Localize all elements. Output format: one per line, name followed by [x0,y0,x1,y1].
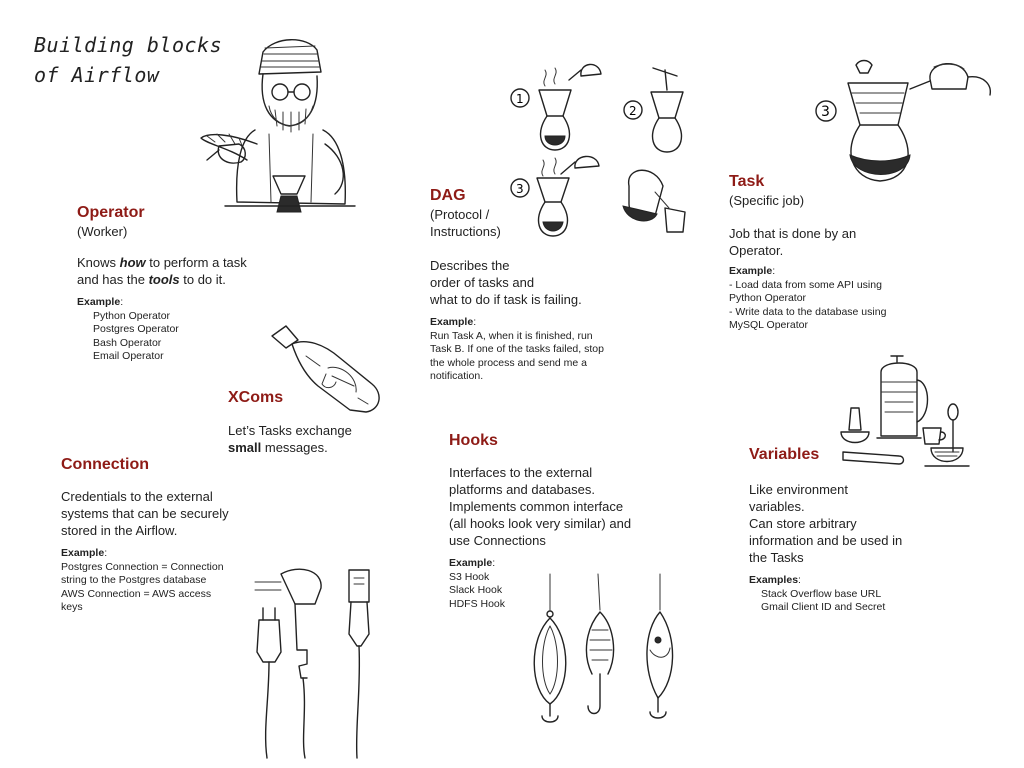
variables-example-label: Examples [749,574,799,586]
task-examples: Example: - Load data from some API using Python Operator - Write data to the database using MySQL Operator [729,265,929,333]
list-item: Python Operator [729,292,807,304]
connection-block [61,455,261,615]
power-plugs-illustration [245,560,385,760]
dag-example-label: Example [430,316,474,328]
list-item: Bash Operator [93,336,162,349]
hooks-examples: Example: S3 Hook Slack Hook HDFS Hook [449,557,669,611]
list-item: string to the Postgres database [61,574,207,586]
list-item: S3 Hook [449,570,490,583]
xcoms-heading: XComs [228,389,284,406]
hooks-block [449,431,669,611]
xcoms-block [228,388,398,456]
hooks-example-label: Example [449,557,493,569]
dag-heading: DAG [430,187,466,204]
connection-examples: Example: Postgres Connection = Connection string to the Postgres database AWS Connection = AWS access keys [61,547,261,615]
dag-description: Describes the order of tasks and what to do if task is failing. [430,258,582,307]
connection-description: Credentials to the external systems that can be securely stored in the Airflow. [61,489,229,538]
operator-block [77,203,277,364]
task-step-number: 3 [821,104,830,120]
list-item: the whole process and send me a [430,356,588,369]
variables-heading: Variables [749,446,820,463]
operator-tools: tools [148,272,180,287]
list-item: Postgres Connection = Connection [61,560,224,573]
step-number-2: 2 [629,104,637,118]
list-item: Slack Hook [449,584,503,596]
operator-example-label: Example [77,296,121,308]
dag-block [430,186,640,384]
step-number-1: 1 [516,92,524,106]
list-item: Postgres Operator [93,323,179,335]
hooks-description: Interfaces to the external platforms and databases. Implements common interface (all hooks look very similar) and use Connections [449,465,632,548]
task-heading: Task [729,173,765,190]
list-item: Email Operator [93,350,164,362]
list-item: Run Task A, when it is finished, run [430,329,593,342]
list-item: keys [61,601,83,613]
connection-example-label: Example [61,547,105,559]
list-item: Gmail Client ID and Secret [761,601,886,613]
operator-subtitle: (Worker) [77,224,128,239]
list-item: - Load data from some API using [729,278,882,291]
dag-examples: Example: Run Task A, when it is finished, run Task B. If one of the tasks failed, stop the whole process and send me a notification. [430,316,640,384]
task-block [729,172,929,333]
title-line-2: of Airflow [34,63,160,87]
operator-description: Knows how to perform a task and has the tools to do it. [77,255,247,287]
list-item: AWS Connection = AWS access [61,587,212,600]
task-subtitle: (Specific job) [729,193,805,208]
title-line-1: Building blocks [34,33,223,57]
list-item: Stack Overflow base URL [761,587,882,600]
operator-examples: Example: Python Operator Postgres Operator Bash Operator Email Operator [77,296,277,364]
operator-how: how [119,255,146,270]
variables-examples: Examples: Stack Overflow base URL Gmail Client ID and Secret [749,574,949,615]
task-example-label: Example [729,265,773,277]
list-item: Task B. If one of the tasks failed, stop [430,343,604,355]
connection-heading: Connection [61,456,149,473]
step-number-3: 3 [516,182,524,196]
list-item: notification. [430,370,484,382]
list-item: - Write data to the database using [729,305,887,318]
list-item: HDFS Hook [449,597,506,610]
dag-subtitle-2: Instructions) [430,224,501,239]
dag-subtitle-1: (Protocol / [430,207,490,222]
hooks-heading: Hooks [449,432,498,449]
list-item: Python Operator [93,309,171,322]
xcoms-description: Let’s Tasks exchange small messages. [228,423,352,455]
variables-description: Like environment variables. Can store arbitrary information and be used in the Tasks [749,482,903,565]
barista-illustration [185,34,360,219]
variables-block [749,445,949,615]
task-description: Job that is done by an Operator. [729,226,857,258]
xcoms-small: small [228,440,262,455]
list-item: MySQL Operator [729,319,808,331]
operator-heading: Operator [77,204,145,221]
